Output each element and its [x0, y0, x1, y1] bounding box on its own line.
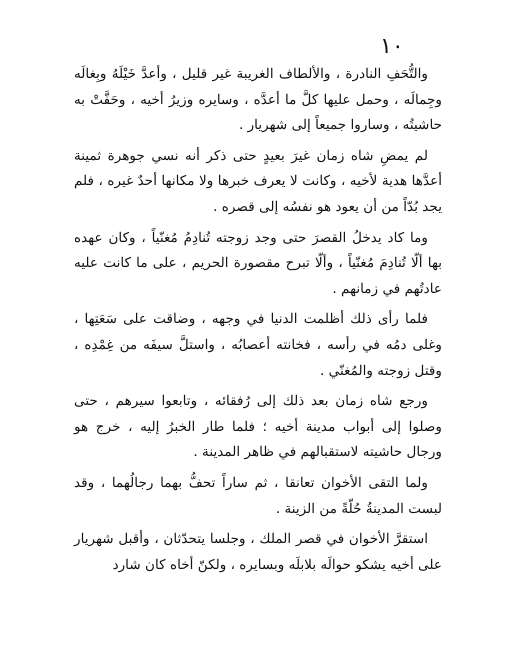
page-number: ١٠: [380, 34, 404, 59]
body-text: [74, 62, 442, 583]
paragraph-7: استقرَّ الأخوان في قصر الملك ، وجلسا يتحدّثان ، وأقبل شهريار على أخيه يشكو حوالَه بلابلَه وبسايره ، ولكنّ أخاه كان شارد: [74, 531, 442, 573]
paragraph-3: وما كاد يدخلُ القصرَ حتى وجد زوجته تُنادِمُ مُغنّياً ، وكان عهده بها ألّا تُنادِمَ مُغنّياً ، وألّا تبرح مقصورة الحريم ، على ما كانت عليه عادتُهم في زمانهم .: [74, 229, 442, 297]
paragraph-1: والتُّحَفِ النادرة ، والألطاف الغريبة غير قليل ، وأعدَّ خَيْلَهُ وبِغالَه وجِمالَه ، وحمل عليها كلَّ ما أعدَّه ، وسايره وزيرُ أخيه ، وحَفَّتْ به حاشيتُه ، وساروا جميعاً إلى شهريار .: [74, 66, 442, 134]
paragraph-2: لم يمضِ شاه زمان غيرَ بعيدٍ حتى ذكر أنه نسي جوهرة ثمينة أعدَّها هدية لأخيه ، وكانت لا يعرف خبرها ولا مكانها أحدٌ غيره ، فلم يجد بُدّاً من أن يعود هو نفسُه إلى قصره .: [74, 147, 442, 215]
paragraph-4: فلما رأى ذلك أظلمت الدنيا في وجهه ، وضاقت على سَعَتِها ، وغلى دمُه في رأسه ، فخانته أعصابُه ، واستلَّ سيفَه من غِمْدِه ، وقتل زوجته والمُغنّي .: [74, 311, 442, 379]
paragraph-5: ورجع شاه زمان بعد ذلك إلى رُفقائه ، وتابعوا سيرهم ، حتى وصلوا إلى أبواب مدينة أخيه ؛ فلما طار الخبرُ إليه ، خرج هو ورجال حاشيته لاستقبالهم في ظاهر المدينة .: [74, 393, 442, 461]
paragraph-6: ولما التقى الأخوان تعانقا ، ثم ساراً تحفُّ بهما رجالُهما ، وقد لبست المدينةُ حُلّةً من الزينة .: [74, 474, 442, 517]
